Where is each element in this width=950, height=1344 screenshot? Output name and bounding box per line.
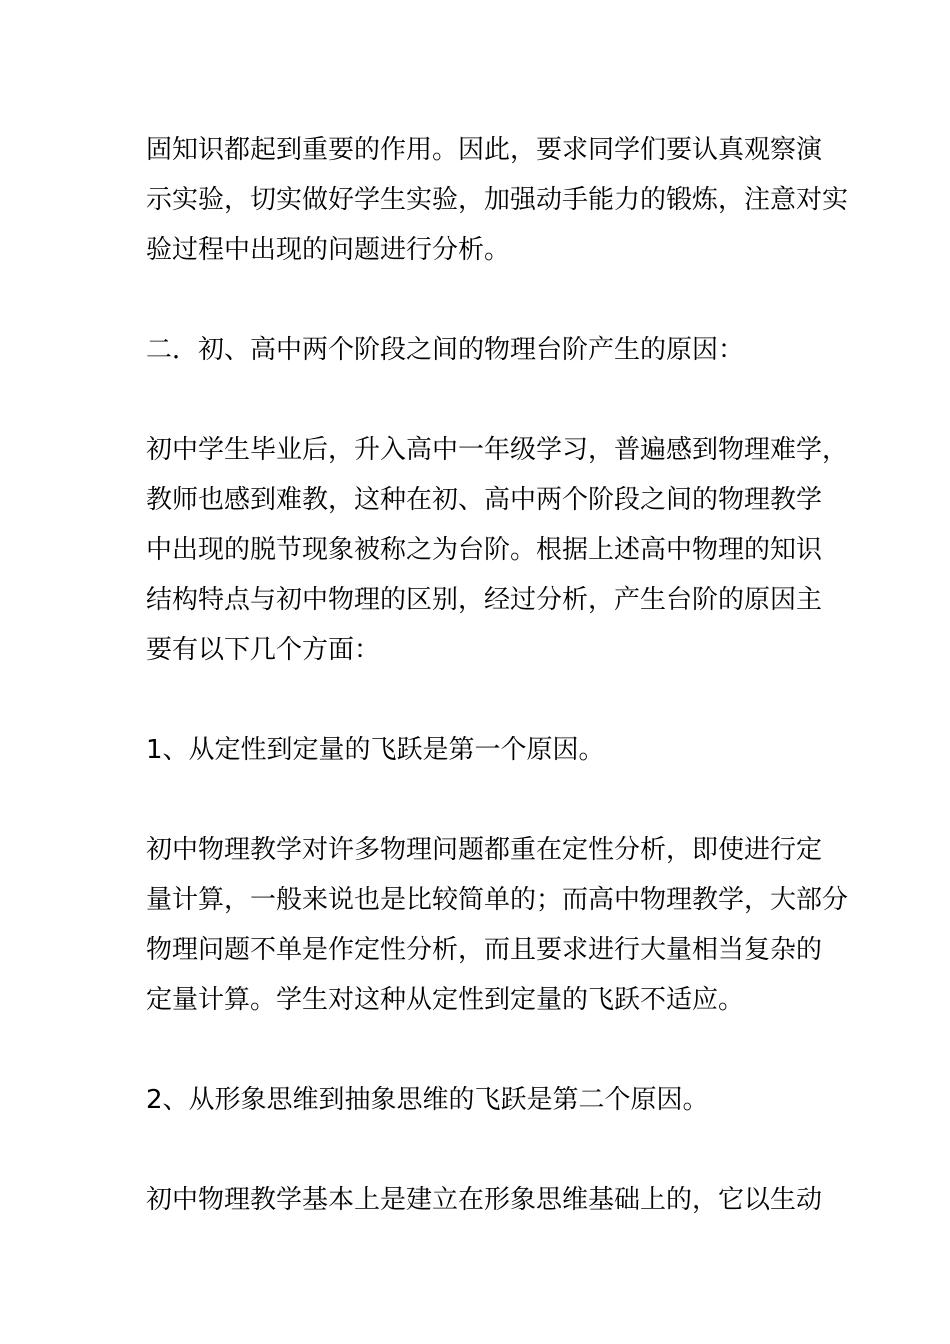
text-line: 固知识都起到重要的作用。因此，要求同学们要认真观察演 bbox=[146, 135, 823, 165]
text-line: 2、从形象思维到抽象思维的飞跃是第二个原因。 bbox=[146, 1085, 709, 1115]
text-line: 示实验，切实做好学生实验，加强动手能力的锻炼，注意对实 bbox=[146, 185, 849, 215]
paragraph-reason-two-body bbox=[146, 1175, 823, 1225]
text-line: 定量计算。学生对这种从定性到定量的飞跃不适应。 bbox=[146, 985, 745, 1015]
text-line: 中出现的脱节现象被称之为台阶。根据上述高中物理的知识 bbox=[146, 535, 823, 565]
paragraph-section-two-body bbox=[146, 425, 849, 675]
reason-two-heading bbox=[146, 1075, 814, 1125]
paragraph-reason-one-body bbox=[146, 825, 849, 1025]
text-line: 验过程中出现的问题进行分析。 bbox=[146, 235, 511, 265]
text-line: 初中学生毕业后，升入高中一年级学习，普遍感到物理难学， bbox=[146, 435, 849, 465]
text-line: 1、从定性到定量的飞跃是第一个原因。 bbox=[146, 735, 605, 765]
text-line: 二．初、高中两个阶段之间的物理台阶产生的原因： bbox=[146, 335, 745, 365]
reason-one-heading bbox=[146, 725, 814, 775]
section-two-heading bbox=[146, 325, 814, 375]
text-line: 要有以下几个方面： bbox=[146, 635, 381, 665]
text-line: 初中物理教学基本上是建立在形象思维基础上的，它以生动 bbox=[146, 1185, 823, 1215]
text-line: 初中物理教学对许多物理问题都重在定性分析，即使进行定 bbox=[146, 835, 823, 865]
paragraph-intro-end bbox=[146, 125, 849, 275]
text-line: 物理问题不单是作定性分析，而且要求进行大量相当复杂的 bbox=[146, 935, 823, 965]
text-line: 教师也感到难教，这种在初、高中两个阶段之间的物理教学 bbox=[146, 485, 823, 515]
text-line: 结构特点与初中物理的区别，经过分析，产生台阶的原因主 bbox=[146, 585, 823, 615]
text-line: 量计算，一般来说也是比较简单的；而高中物理教学，大部分 bbox=[146, 885, 849, 915]
